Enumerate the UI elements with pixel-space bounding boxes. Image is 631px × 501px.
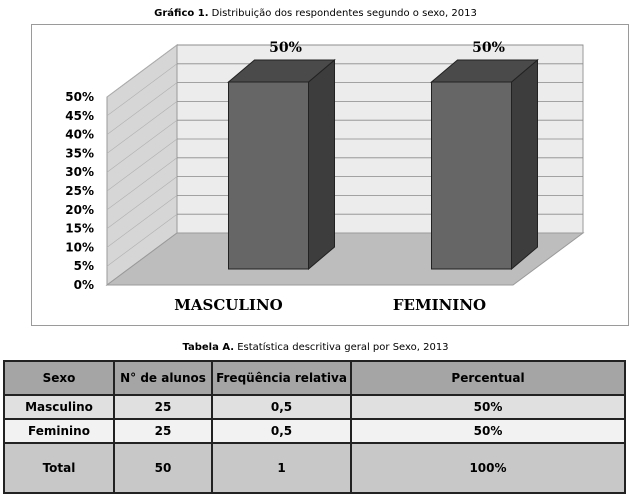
bar-data-label: 50%: [269, 40, 302, 56]
chart-caption-prefix: Gráfico 1.: [154, 8, 209, 19]
bar-side: [309, 60, 335, 269]
y-tick-label: 25%: [65, 184, 94, 198]
bar-side: [512, 60, 538, 269]
cell-n-alunos: 25: [114, 395, 212, 419]
table-header-row: [4, 361, 625, 395]
bar-chart: [31, 24, 629, 326]
chart-caption-text: Distribuição dos respondentes segundo o sexo, 2013: [208, 8, 477, 19]
y-tick-label: 45%: [65, 108, 94, 123]
header-frequencia: Freqüência relativa: [212, 361, 351, 395]
cell-frequencia: 0,5: [212, 395, 351, 419]
table-caption-prefix: Tabela A.: [182, 342, 235, 353]
y-tick-label: 30%: [65, 165, 94, 180]
chart-caption: [0, 8, 631, 19]
y-tick-label: 5%: [73, 259, 94, 274]
cell-sexo: Masculino: [4, 395, 114, 419]
bar-data-label: 50%: [472, 40, 505, 56]
bar: [432, 60, 538, 269]
y-tick-label: 10%: [65, 240, 94, 255]
cell-percentual: 100%: [351, 443, 625, 493]
y-tick-label: 15%: [65, 221, 94, 236]
cell-frequencia: 1: [212, 443, 351, 493]
x-category-label: MASCULINO: [174, 296, 283, 314]
y-tick-label: 40%: [65, 127, 94, 142]
cell-n-alunos: 50: [114, 443, 212, 493]
cell-frequencia: 0,5: [212, 419, 351, 443]
cell-sexo: Feminino: [4, 419, 114, 443]
x-category-label: FEMININO: [392, 296, 487, 314]
y-tick-label: 20%: [65, 202, 94, 217]
header-n-alunos: N° de alunos: [114, 361, 212, 395]
bar: [229, 60, 335, 269]
y-tick-label: 50%: [65, 90, 94, 104]
table-row: [4, 419, 625, 443]
table-row: [4, 395, 625, 419]
y-tick-label: 35%: [65, 146, 94, 161]
table-caption-text: Estatística descritiva geral por Sexo, 2013: [234, 342, 449, 353]
bar-front: [229, 82, 309, 269]
x-axis-categories: [174, 296, 486, 314]
y-tick-label: 0%: [73, 278, 94, 292]
cell-sexo: Total: [4, 443, 114, 493]
header-sexo: Sexo: [4, 361, 114, 395]
chart-svg: [32, 25, 628, 325]
table-row: [4, 443, 625, 493]
stats-table: [3, 360, 626, 494]
table-caption: [0, 342, 631, 353]
y-axis-ticks: [65, 90, 94, 292]
cell-percentual: 50%: [351, 395, 625, 419]
cell-percentual: 50%: [351, 419, 625, 443]
cell-n-alunos: 25: [114, 419, 212, 443]
header-percentual: Percentual: [351, 361, 625, 395]
bar-front: [432, 82, 512, 269]
